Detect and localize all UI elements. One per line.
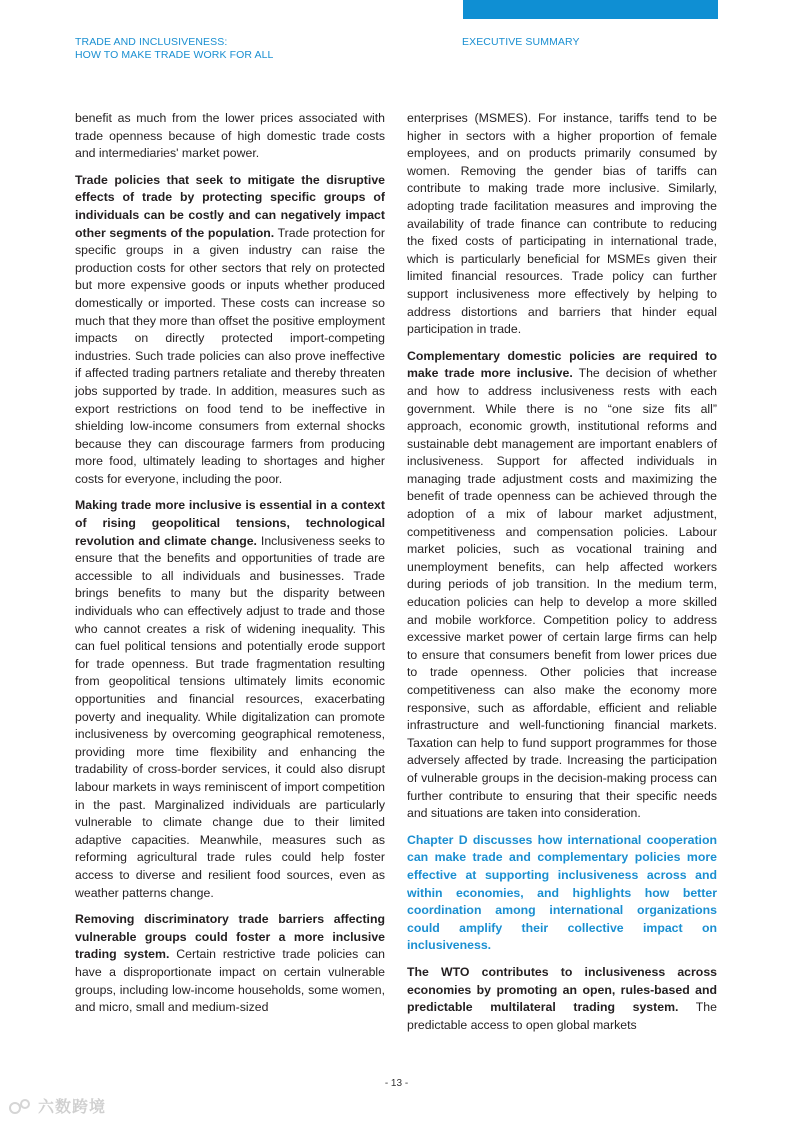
paragraph-lead: Making trade more inclusive is essential in a context of rising geopolitical tensions, technological revolution and climate change. [75, 498, 385, 548]
paragraph [407, 348, 717, 823]
left-column [75, 110, 385, 1026]
paragraph-text: The decision of whether and how to address inclusiveness rests with each government. While there is no “one size fits all” approach, economic growth, institutional reforms and sustainable debt management are important enablers of inclusiveness. Support for affected individuals in managing trade adjustment costs and maximizing the benefit of trade openness can be achieved through the adoption of a mix of labour market adjustment, competitiveness and compensation policies. Labour market policies, such as vocational training and unemployment benefits, can help affected workers during periods of job transition. In the medium term, education policies can help to develop a more skilled and mobile workforce. Competition policy to address excessive market power of certain large firms can help to ensure that consumers benefit from lower prices due to trade openness. Other policies that increase competitiveness can also make the economy more responsive, such as affordable, efficient and reliable infrastructure and well-functioning financial markets. Taxation can help to fund support programmes for those adversely affected by trade. Increasing the participation of vulnerable groups in the decision-making process can further contribute to ensuring that their specific needs and situations are taken into consideration. [407, 366, 717, 821]
right-column [407, 110, 717, 1043]
running-header-section: EXECUTIVE SUMMARY [462, 36, 580, 48]
watermark-text: 六数跨境 [38, 1099, 107, 1116]
paragraph-lead: Trade policies that seek to mitigate the disruptive effects of trade by protecting specific groups of individuals can be costly and can negatively impact other segments of the population. [75, 172, 385, 240]
paragraph-text: Trade protection for specific groups in a given industry can raise the production costs for other sectors that rely on protected but more expensive goods or inputs whether produced domestically or imported. These costs can increase so much that they more than offset the positive employment impacts on directly protected import-competing industries. Such trade policies can also prove ineffective if affected trading partners retaliate and thereby threaten jobs supported by trade. In addition, measures such as export restrictions on food tend to be ineffective in shielding low-income consumers from external shocks because they can discourage farmers from producing more food, ultimately leading to shortages and higher costs for everyone, including the poor. [75, 225, 385, 486]
paragraph-lead: Removing discriminatory trade barriers affecting vulnerable groups could foster a more inclusive trading system. [75, 912, 385, 962]
running-header-title [75, 36, 273, 62]
paragraph-lead: The WTO contributes to inclusiveness across economies by promoting an open, rules-based and predictable multilateral trading system. [407, 964, 717, 1015]
paragraph-text: Certain restrictive trade policies can have a disproportionate impact on certain vulnerable groups, including low-income households, some women, and micro, small and medium-sized [75, 947, 385, 1015]
running-header-line-1: TRADE AND INCLUSIVENESS: [75, 36, 228, 48]
paragraph [407, 110, 717, 339]
highlight-paragraph: Chapter D discusses how international cooperation can make trade and complementary policies more effective at supporting inclusiveness across and within economies, and highlights how better coordination among international organizations could amplify their collective impact on inclusiveness. [407, 832, 717, 953]
paragraph-lead: Complementary domestic policies are required to make trade more inclusive. [407, 348, 717, 381]
paragraph-text: enterprises (MSMES). For instance, tariffs tend to be higher in sectors with a higher proportion of female employees, and on products primarily consumed by women. Removing the gender bias of tariffs can contribute to making trade more inclusive. Similarly, adopting trade facilitation measures and improving the availability of trade finance can contribute to reducing the fixed costs of participating in international trade, which is particularly beneficial for MSMEs given their limited financial resources. Trade policy can further support inclusiveness more effectively by helping to address distortions and barriers that hinder equal participation in trade. [407, 111, 717, 337]
header-accent-bar [463, 0, 718, 19]
paragraph-text: The predictable access to open global markets [407, 1000, 717, 1032]
paragraph [75, 497, 385, 902]
watermark-logo-icon [8, 1097, 34, 1115]
paragraph-text: Inclusiveness seeks to ensure that the benefits and opportunities of trade are accessible to all individuals and businesses. Trade brings benefits to many but the disparity between individuals who can effectively adjust to trade and those who cannot creates a risk of widening inequality. This can fuel political tensions and potentially erode support for trade openness. But trade fragmentation resulting from geopolitical tensions ultimately limits economic opportunities and financial resources, exacerbating poverty and inequality. While digitalization can promote inclusiveness by overcoming geographical remoteness, providing more time flexibility and enhancing the tradability of cross-border services, it could also disrupt labour markets in ways reminiscent of import competition in the past. Marginalized individuals are particularly vulnerable to climate change due to their limited adaptive capacities. Meanwhile, measures such as reforming agricultural trade rules could help foster access to diverse and resilient food sources, even as weather patterns change. [75, 533, 385, 900]
paragraph [75, 172, 385, 489]
paragraph [75, 911, 385, 1017]
paragraph [407, 964, 717, 1034]
running-header-line-2: HOW TO MAKE TRADE WORK FOR ALL [75, 49, 274, 61]
paragraph-text: benefit as much from the lower prices associated with trade openness because of high domestic trade costs and intermediaries' market power. [75, 111, 385, 161]
watermark [8, 1094, 106, 1117]
page-number: - 13 - [384, 1078, 409, 1089]
paragraph [75, 110, 385, 163]
